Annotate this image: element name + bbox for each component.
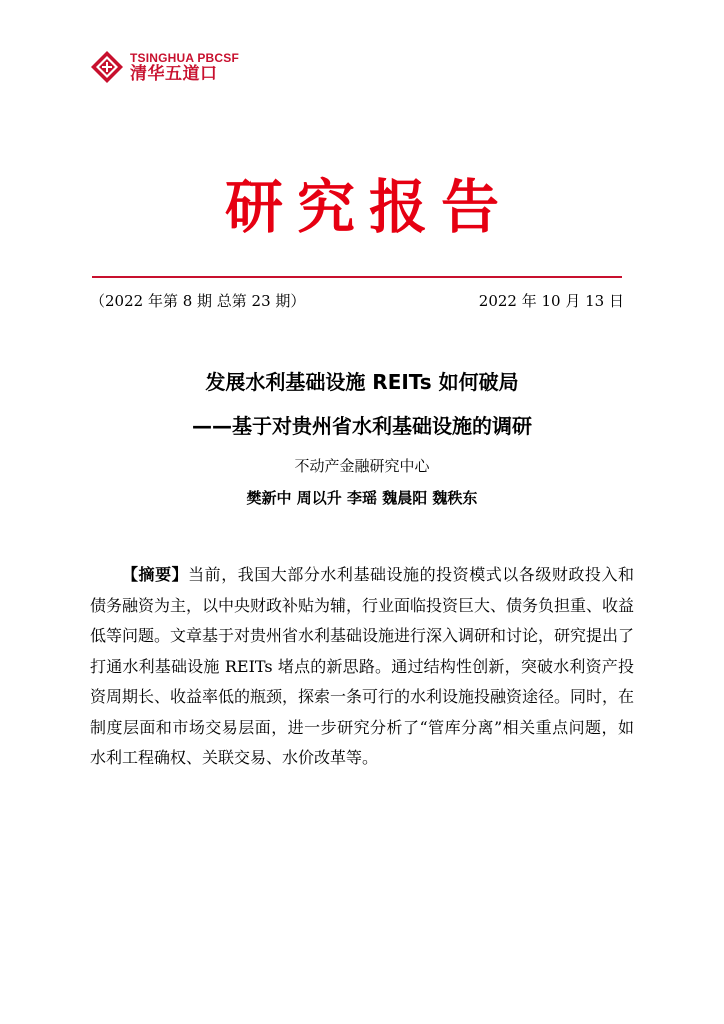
article-title: 发展水利基础设施 REITs 如何破局 [205,370,519,394]
abstract-label: 【摘要】 [122,565,189,584]
abstract-paragraph [90,560,634,774]
issue-info: （2022 年第 8 期 总第 23 期） [90,292,306,310]
logo-text-cn: 清华五道口 [130,63,218,84]
authors: 樊新中 周以升 李瑶 魏晨阳 魏秩东 [246,489,478,507]
logo-text-en: TSINGHUA PBCSF [130,50,240,65]
header-divider [92,276,622,278]
logo-emblem-icon [90,50,124,84]
report-title: 研究报告 [224,173,513,241]
report-date: 2022 年 10 月 13 日 [478,292,624,310]
article-subtitle: ——基于对贵州省水利基础设施的调研 [192,414,532,438]
abstract-text: 当前，我国大部分水利基础设施的投资模式以各级财政投入和债务融资为主，以中央财政补贴为辅，行业面临投资巨大、债务负担重、收益低等问题。文章基于对贵州省水利基础设施进行深入调研和讨论，研究提出了打通水利基础设施 REITs 堵点的新思路。通过结构性创新，突破水利资产投资周期长、收益率低的瓶颈，探索一条可行的水利设施投融资途径。同时，在制度层面和市场交易层面，进一步研究分析了“管库分离”相关重点问题，如水利工程确权、关联交易、水价改革等。 [90,565,635,767]
research-center: 不动产金融研究中心 [294,457,430,475]
logo [90,50,239,84]
